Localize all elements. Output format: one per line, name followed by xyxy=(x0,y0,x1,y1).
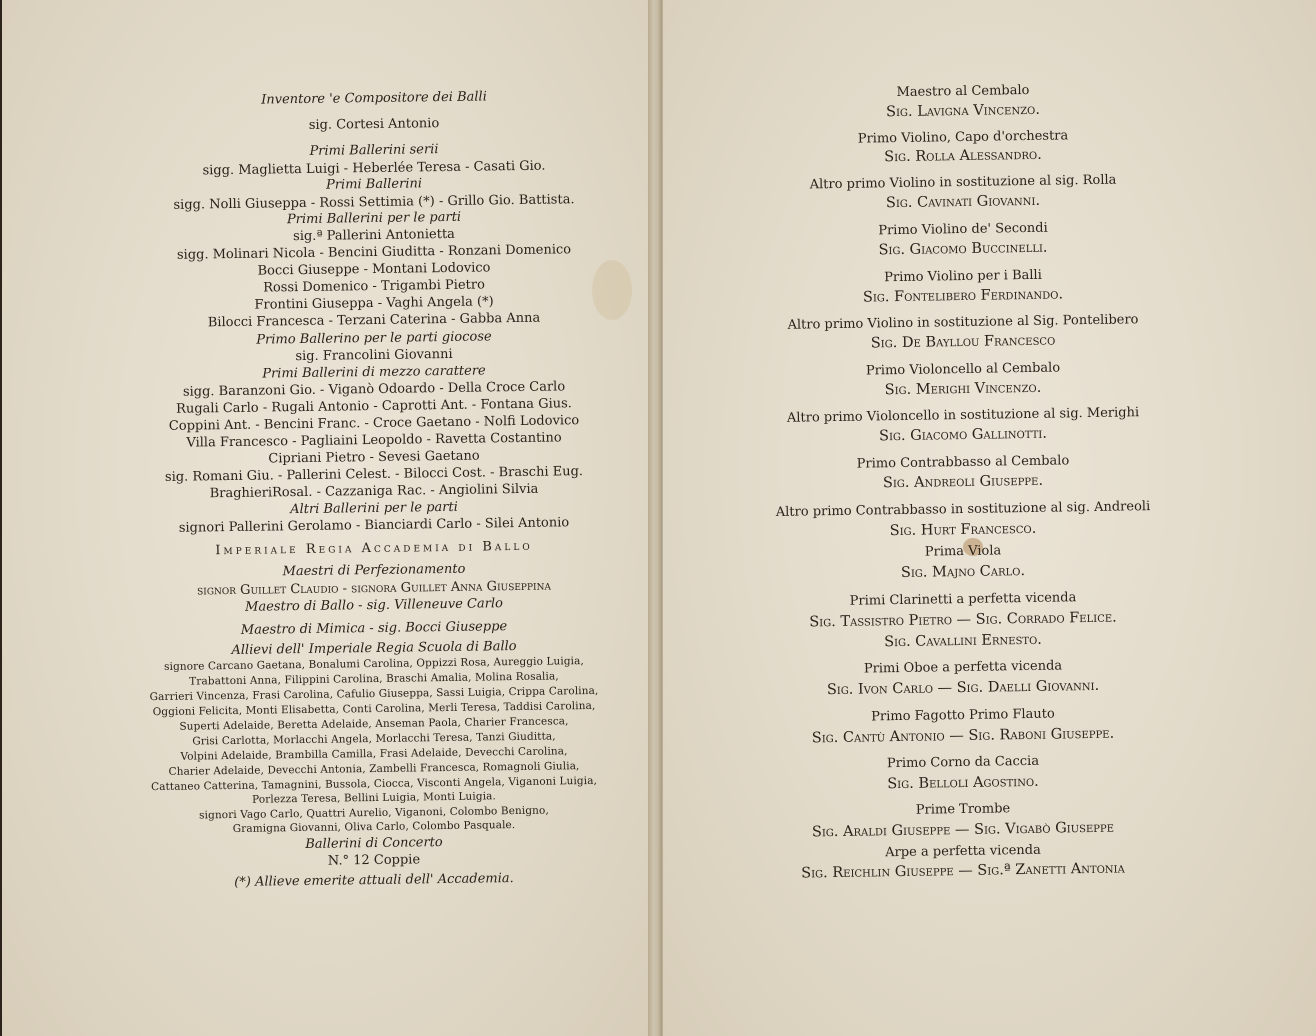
right-page-line: Sig. Hurt Francesco. xyxy=(889,520,1037,540)
left-page-line: sigg. Maglietta Luigi - Heberlée Teresa - Casati Gio. xyxy=(202,158,546,179)
left-page-line: Primo Ballerino per le parti giocose xyxy=(256,329,492,348)
left-page-line: signori Pallerini Gerolamo - Bianciardi Carlo - Silei Antonio xyxy=(178,515,570,536)
left-page-line: Villa Francesco - Pagliaini Leopoldo - Ravetta Costantino xyxy=(186,430,562,451)
left-page-line: signore Carcano Gaetana, Bonalumi Carolina, Oppizzi Rosa, Aureggio Luigia, xyxy=(164,655,584,673)
left-page-line: Volpini Adelaide, Brambilla Camilla, Frasi Adelaide, Devecchi Carolina, xyxy=(180,745,568,763)
left-page-line: sig. Romani Giu. - Pallerini Celest. - Bilocci Cost. - Braschi Eug. xyxy=(164,464,584,485)
left-page-text-column xyxy=(2,0,648,1036)
right-page-line: Primo Fagotto Primo Flauto xyxy=(871,706,1055,725)
right-page-line: Sig. Cavallini Ernesto. xyxy=(884,631,1042,651)
right-page-line: Maestro al Cembalo xyxy=(896,82,1030,101)
left-page-line: sig.ª Pallerini Antonietta xyxy=(293,226,455,245)
left-page-line: sig. Francolini Giovanni xyxy=(295,346,453,365)
right-page-line: Arpe a perfetta vicenda xyxy=(885,842,1041,861)
left-page-line: Superti Adelaide, Beretta Adelaide, Anseman Paola, Charier Francesca, xyxy=(179,715,569,733)
left-page-line: signor Guillet Claudio - signora Guillet Anna Giuseppina xyxy=(196,578,552,599)
left-page-line: Primi Ballerini per le parti xyxy=(286,209,462,228)
right-page-line: Sig. Giacomo Buccinelli. xyxy=(878,239,1048,259)
left-page-line: Altri Ballerini per le parti xyxy=(290,499,458,518)
left-page-line: Primi Ballerini serii xyxy=(309,142,439,159)
right-page-line: Sig. Majno Carlo. xyxy=(900,563,1026,581)
right-page xyxy=(662,0,1316,1036)
left-page-line: Imperiale Regia Accademia di Ballo xyxy=(215,538,533,559)
right-page-line: Primo Violino per i Balli xyxy=(884,267,1042,286)
left-page-line: Rossi Domenico - Trigambi Pietro xyxy=(263,277,485,296)
right-page-line: Prime Trombe xyxy=(915,801,1011,818)
right-page-line: Sig. Ivon Carlo — Sig. Daelli Giovanni. xyxy=(826,677,1100,699)
right-page-line: Sig. De Bayllou Francesco xyxy=(870,332,1056,352)
left-page-line: (*) Allieve emerite attuali dell' Accademia. xyxy=(234,871,514,890)
left-page-line: Trabattoni Anna, Filippini Carolina, Braschi Amalia, Molina Rosalia, xyxy=(189,670,559,688)
right-page-line: Sig. Cantù Antonio — Sig. Raboni Giuseppe. xyxy=(811,725,1115,747)
right-page-line: Sig. Rolla Alessandro. xyxy=(884,146,1042,166)
left-page-line: Bilocci Francesca - Terzani Caterina - Gabba Anna xyxy=(207,310,541,331)
left-page-line: Cattaneo Catterina, Tamagnini, Bussola, Ciocca, Visconti Angela, Viganoni Luigia, xyxy=(150,774,598,794)
left-page-line: Ballerini di Concerto xyxy=(305,835,443,852)
left-page-line: Frontini Giuseppa - Vaghi Angela (*) xyxy=(254,294,494,313)
right-page-line: Sig. Araldi Giuseppe — Sig. Vigabò Giuseppe xyxy=(811,819,1115,841)
right-page-line: Primo Contrabbasso al Cembalo xyxy=(856,453,1070,472)
right-page-line: Sig. Andreoli Giuseppe. xyxy=(882,472,1044,492)
left-page-line: signori Vago Carlo, Quattri Aurelio, Viganoni, Colombo Benigno, xyxy=(199,804,549,822)
left-page-line: Garrieri Vincenza, Frasi Carolina, Cafulio Giuseppa, Sassi Luigia, Crippa Carolina, xyxy=(149,684,599,704)
left-page-line: Porlezza Teresa, Bellini Luigia, Monti Luigia. xyxy=(251,790,497,806)
left-page-line: Primi Ballerini di mezzo carattere xyxy=(262,363,486,382)
right-page-line: Altro primo Contrabbasso in sostituzione al sig. Andreoli xyxy=(775,499,1151,520)
right-page-line: Primi Clarinetti a perfetta vicenda xyxy=(849,590,1077,609)
right-page-line: Primi Oboe a perfetta vicenda xyxy=(863,658,1063,677)
right-page-line: Sig. Tassistro Pietro — Sig. Corrado Felice. xyxy=(809,609,1117,631)
left-page-line: Rugali Carlo - Rugali Antonio - Caprotti Ant. - Fontana Gius. xyxy=(176,396,572,417)
right-page-line: Altro primo Violoncello in sostituzione al sig. Merighi xyxy=(786,405,1140,426)
left-page-line: sigg. Molinari Nicola - Bencini Giuditta - Ronzani Domenico xyxy=(176,242,572,263)
book-gutter xyxy=(648,0,662,1036)
right-page-line: Altro primo Violino in sostituzione al sig. Rolla xyxy=(809,172,1117,193)
left-page xyxy=(2,0,649,1036)
right-page-line: Primo Corno da Caccia xyxy=(886,753,1040,772)
right-page-line: Primo Violino de' Secondi xyxy=(878,220,1048,239)
left-page-line: Maestro di Ballo - sig. Villeneuve Carlo xyxy=(245,596,503,615)
left-page-line: Cipriani Pietro - Sevesi Gaetano xyxy=(268,448,480,467)
left-page-line: sig. Cortesi Antonio xyxy=(308,116,440,133)
left-page-line: Maestri di Perfezionamento xyxy=(282,561,466,580)
right-page-line: Prima Viola xyxy=(924,543,1002,560)
right-page-line: Primo Violoncello al Cembalo xyxy=(865,360,1061,379)
right-page-text-column xyxy=(663,0,1316,1036)
left-page-line: Maestro di Mimica - sig. Bocci Giuseppe xyxy=(240,619,508,638)
left-page-line: Gramigna Giovanni, Oliva Carlo, Colombo Pasquale. xyxy=(232,819,516,835)
right-page-line: Sig. Fontelibero Ferdinando. xyxy=(862,286,1064,306)
right-page-line: Sig. Reichlin Giuseppe — Sig.ª Zanetti Antonia xyxy=(801,860,1125,882)
right-page-line: Sig. Lavigna Vincenzo. xyxy=(885,101,1041,121)
left-page-line: Primi Ballerini xyxy=(325,176,423,193)
right-page-line: Sig. Cavinati Giovanni. xyxy=(885,192,1041,212)
right-page-line: Sig. Giacomo Gallinotti. xyxy=(878,425,1048,445)
left-page-line: BraghieriRosal. - Cazzaniga Rac. - Angiolini Silvia xyxy=(209,481,539,502)
left-page-line: Coppini Ant. - Bencini Franc. - Croce Gaetano - Nolfi Lodovico xyxy=(168,413,580,434)
right-page-line: Altro primo Violino in sostituzione al Sig. Pontelibero xyxy=(787,312,1139,333)
right-page-line: Sig. Merighi Vincenzo. xyxy=(884,379,1042,399)
left-page-line: Bocci Giuseppe - Montani Lodovico xyxy=(257,260,491,279)
left-page-line: Allievi dell' Imperiale Regia Scuola di Ballo xyxy=(231,639,517,658)
left-page-line: Oggioni Felicita, Monti Elisabetta, Conti Carolina, Merli Teresa, Taddisi Carolina, xyxy=(152,699,596,719)
left-page-line: Inventore 'e Compositore dei Balli xyxy=(261,89,487,108)
right-page-line: Sig. Belloli Agostino. xyxy=(887,773,1039,793)
left-page-line: Grisi Carlotta, Morlacchi Angela, Morlacchi Teresa, Tanzi Giuditta, xyxy=(192,730,556,748)
left-page-line: sigg. Nolli Giuseppa - Rossi Settimia (*) - Grillo Gio. Battista. xyxy=(173,192,575,213)
left-page-line: sigg. Baranzoni Gio. - Viganò Odoardo - Della Croce Carlo xyxy=(182,379,566,400)
left-page-line: N.° 12 Coppie xyxy=(327,852,421,869)
right-page-line: Primo Violino, Capo d'orchestra xyxy=(857,128,1069,147)
left-page-line: Charier Adelaide, Devecchi Antonia, Zambelli Francesca, Romagnoli Giulia, xyxy=(168,760,580,778)
